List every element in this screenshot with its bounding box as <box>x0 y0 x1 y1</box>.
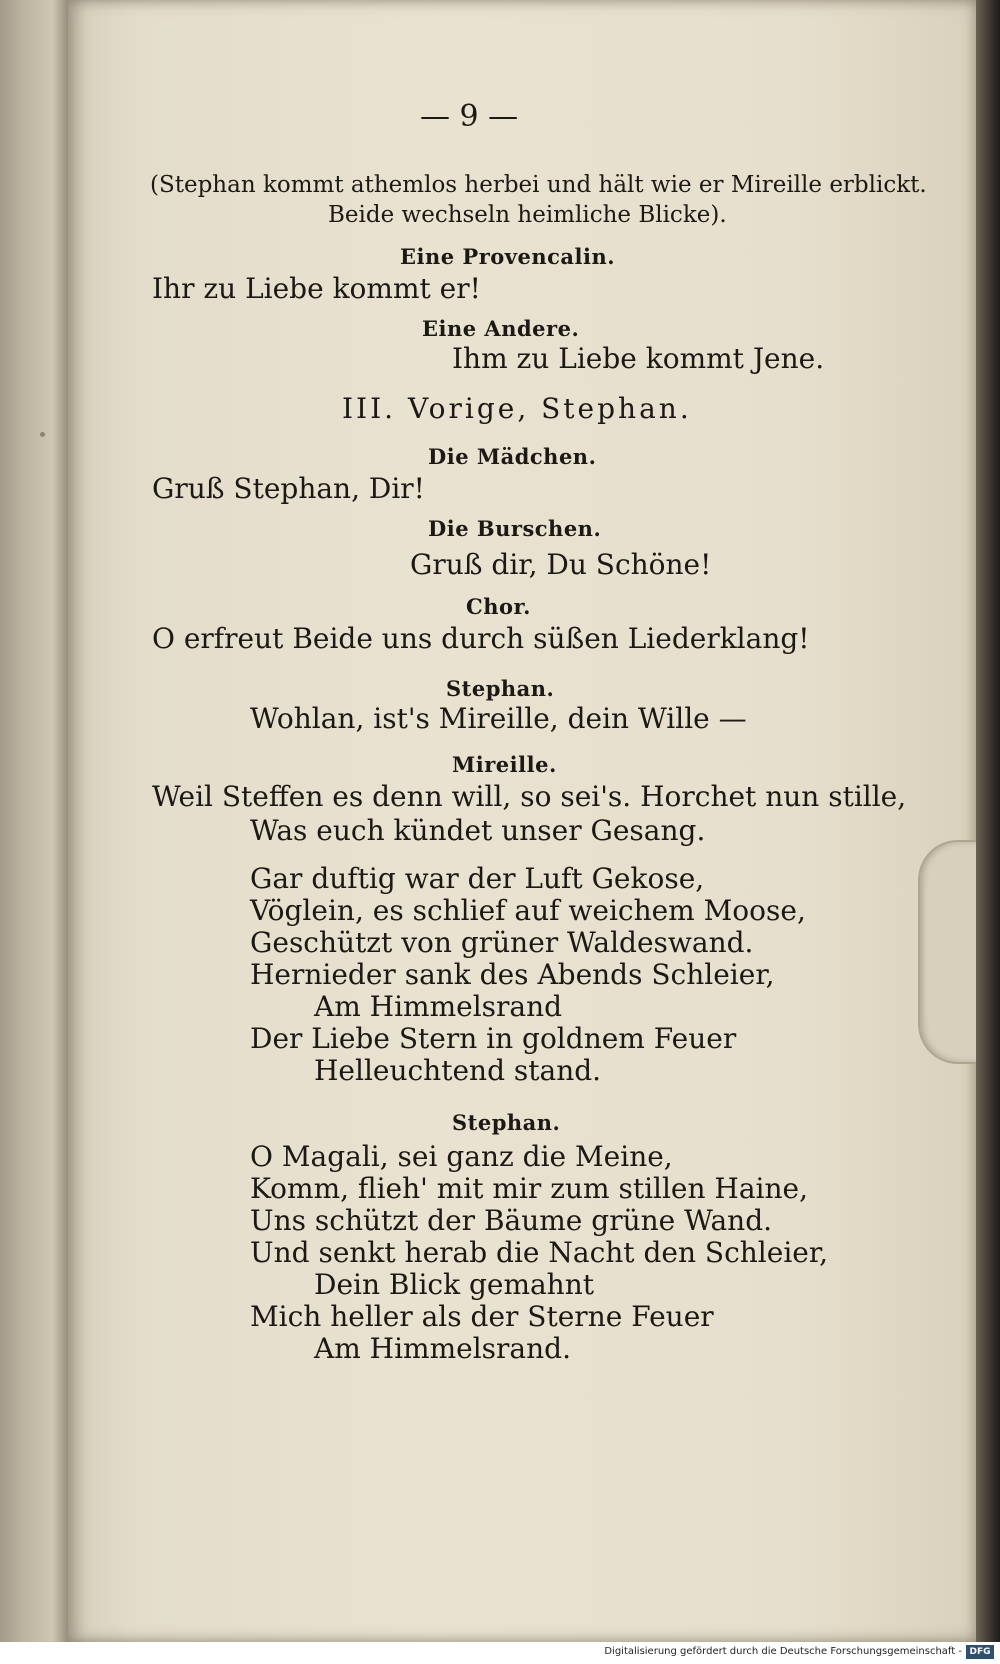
song-line: Geschützt von grüner Waldeswand. <box>250 926 754 959</box>
verse-line: Ihr zu Liebe kommt er! <box>152 272 481 305</box>
verse-line: Gruß dir, Du Schöne! <box>410 548 712 581</box>
song-line: Hernieder sank des Abends Schleier, <box>250 958 775 991</box>
speaker-chor: Chor. <box>466 594 531 619</box>
verse-line: O erfreut Beide uns durch süßen Liederklang! <box>152 622 810 655</box>
song-line: Komm, flieh' mit mir zum stillen Haine, <box>250 1172 809 1205</box>
song-line: Gar duftig war der Luft Gekose, <box>250 862 705 895</box>
verse-line: Ihm zu Liebe kommt Jene. <box>452 342 825 375</box>
stage-direction-line-1: (Stephan kommt athemlos herbei und hält wie er Mireille erblickt. <box>150 172 927 198</box>
song-line: Und senkt herab die Nacht den Schleier, <box>250 1236 829 1269</box>
speaker-mireille: Mireille. <box>452 752 557 777</box>
speaker-maedchen: Die Mädchen. <box>428 444 597 469</box>
verse-line: Weil Steffen es denn will, so sei's. Horchet nun stille, <box>152 780 907 813</box>
song-line: Der Liebe Stern in goldnem Feuer <box>250 1022 737 1055</box>
paper-speck <box>40 432 45 437</box>
funding-credit: Digitalisierung gefördert durch die Deutsche Forschungsgemeinschaft - <box>604 1646 962 1657</box>
adjacent-page-edge <box>0 0 70 1642</box>
song-line: Uns schützt der Bäume grüne Wand. <box>250 1204 773 1237</box>
song-line: Vöglein, es schlief auf weichem Moose, <box>250 894 806 927</box>
scene-heading: III. Vorige, Stephan. <box>342 392 692 425</box>
song-line: Helleuchtend stand. <box>314 1054 602 1087</box>
speaker-stephan: Stephan. <box>446 676 555 701</box>
song-line: Mich heller als der Sterne Feuer <box>250 1300 714 1333</box>
stage-direction-line-2: Beide wechseln heimliche Blicke). <box>328 202 727 228</box>
speaker-provencalin: Eine Provencalin. <box>400 244 616 269</box>
verse-line: Was euch kündet unser Gesang. <box>250 814 706 847</box>
verse-line: Gruß Stephan, Dir! <box>152 472 425 505</box>
speaker-stephan: Stephan. <box>452 1110 561 1135</box>
speaker-burschen: Die Burschen. <box>428 516 602 541</box>
page-edge-shadow <box>976 0 1000 1642</box>
song-line: O Magali, sei ganz die Meine, <box>250 1140 673 1173</box>
speaker-andere: Eine Andere. <box>422 316 580 341</box>
song-line: Am Himmelsrand <box>314 990 563 1023</box>
page-number: — 9 — <box>420 99 519 134</box>
verse-line: Wohlan, ist's Mireille, dein Wille — <box>250 702 747 735</box>
song-line: Dein Blick gemahnt <box>314 1268 594 1301</box>
dfg-logo: DFG <box>966 1645 994 1659</box>
song-line: Am Himmelsrand. <box>314 1332 571 1365</box>
digitization-footer <box>0 1642 1000 1664</box>
